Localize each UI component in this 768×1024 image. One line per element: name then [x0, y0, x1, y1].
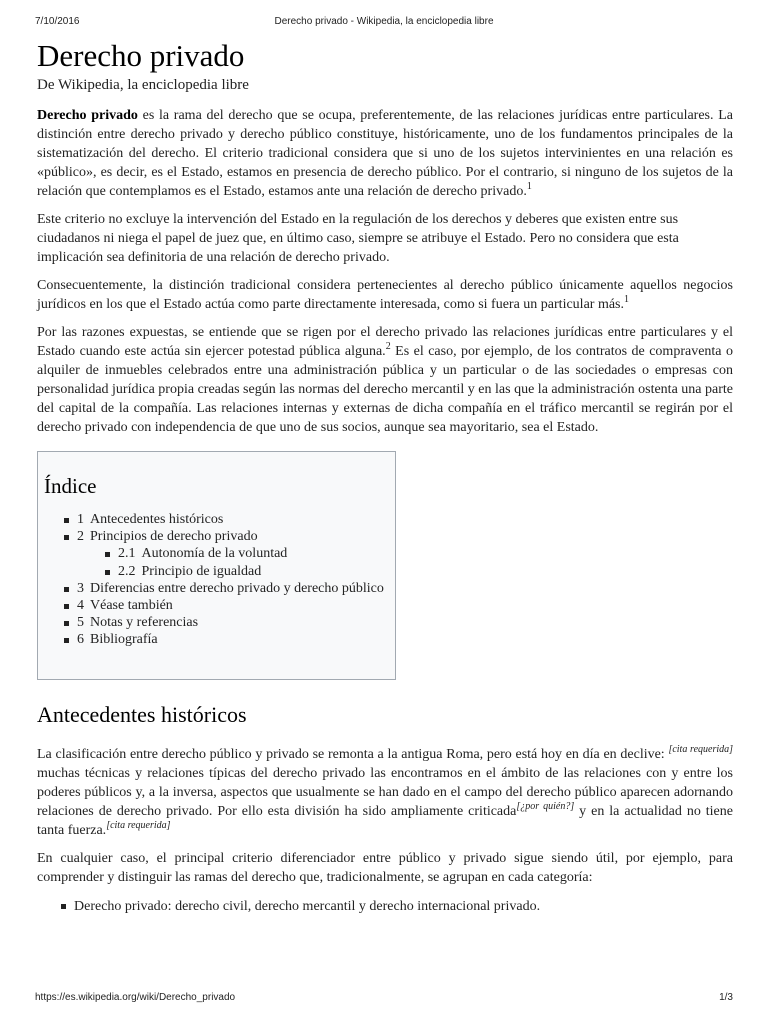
intro-bold-term: Derecho privado — [37, 108, 138, 123]
toc-number: 3 — [77, 580, 84, 596]
toc-label: Bibliografía — [90, 632, 158, 648]
list-item: Derecho privado: derecho civil, derecho mercantil y derecho internacional privado. — [37, 897, 733, 916]
toc-list — [44, 511, 395, 649]
page-title: Derecho privado — [37, 38, 245, 73]
reference-link[interactable]: 1 — [624, 294, 629, 305]
print-footer — [0, 992, 768, 1006]
toc-number: 2.1 — [118, 546, 136, 562]
section-paragraph-1 — [37, 745, 733, 840]
toc-item[interactable] — [44, 631, 395, 648]
article-content — [37, 38, 733, 916]
toc-label: Principio de igualdad — [141, 563, 262, 579]
section-heading: Antecedentes históricos — [37, 702, 247, 727]
toc-item[interactable] — [44, 580, 395, 597]
intro-paragraph-4 — [37, 323, 733, 437]
toc-number: 2 — [77, 529, 84, 545]
toc-number: 2.2 — [118, 563, 136, 579]
toc-label: Principios de derecho privado — [90, 529, 258, 545]
toc-label: Notas y referencias — [90, 615, 199, 631]
print-date: 7/10/2016 — [35, 16, 80, 27]
toc-item[interactable] — [44, 597, 395, 614]
toc-number: 1 — [77, 512, 84, 527]
toc-item[interactable] — [44, 614, 395, 631]
citation-needed-tag[interactable]: [cita requerida] — [668, 744, 734, 755]
citation-needed-tag[interactable]: [cita requerida] — [106, 820, 171, 831]
site-tagline: De Wikipedia, la enciclopedia libre — [37, 77, 249, 93]
toc-subitem[interactable] — [44, 545, 395, 562]
toc-label: Diferencias entre derecho privado y derecho público — [90, 580, 384, 596]
toc-subitem[interactable] — [44, 563, 395, 580]
category-list — [37, 897, 733, 916]
toc-number: 4 — [77, 598, 84, 614]
toc-number: 6 — [77, 632, 84, 648]
toc-label: Véase también — [90, 598, 173, 614]
intro-text: Es el caso, por ejemplo, de los contratos de compraventa o alquiler de inmuebles celebrados entre una administración pública y un particular o de las sociedades o empresas con personalidad jurídica propia creadas según las normas del derecho mercantil y en las que la administración ostenta una parte del capital de la compañía. Las relaciones internas y externas de dicha compañía en el tráfico mercantil se regirán por el derecho privado con independencia de que uno de sus socios, aunque sea mayoritario, sea el Estado. — [37, 344, 733, 435]
toc-label: Antecedentes históricos — [90, 512, 224, 527]
section-divider — [37, 729, 733, 730]
citation-needed-tag[interactable]: [¿por quién?] — [516, 801, 575, 812]
section-text: muchas técnicas y relaciones típicas del derecho privado las encontramos en el ámbito de las relaciones con y entre los poderes públicos y, a la inversa, aspectos que usualmente se han dado en el campo del derecho público aparecen adornando relaciones de derecho privado. Por ello esta división ha sido ampliamente criticada — [37, 766, 733, 819]
intro-text: es la rama del derecho que se ocupa, preferentemente, de las relaciones jurídicas entre particulares. La distinción entre derecho privado y derecho público constituye, históricamente, uno de los fundamentos principales de la sistematización del derecho. El criterio tradicional considera que si uno de los sujetos intervinientes en una relación es «público», es decir, es el Estado, estamos en presencia de derecho público. Por el contrario, si ninguno de los sujetos de la relación que contemplamos es el Estado, estamos ante una relación de derecho privado. — [37, 108, 733, 199]
print-url: https://es.wikipedia.org/wiki/Derecho_privado — [35, 992, 236, 1003]
print-title: Derecho privado - Wikipedia, la enciclopedia libre — [274, 16, 494, 27]
table-of-contents — [37, 451, 396, 680]
section-text: La clasificación entre derecho público y privado se remonta a la antigua Roma, pero está hoy en día en declive: — [37, 747, 665, 762]
intro-text: Por las razones expuestas, se entiende que se rigen por el derecho privado las relaciones jurídicas entre particulares y el Estado cuando este actúa sin ejercer potestad pública alguna. — [37, 325, 733, 359]
intro-text: Consecuentemente, la distinción tradicional considera pertenecientes al derecho público únicamente aquellos negocios jurídicos en los que el Estado actúa como parte directamente interesada, como si fuera un particular más. — [37, 278, 733, 312]
intro-paragraph-2: Este criterio no excluye la intervención del Estado en la regulación de los derechos y deberes que existen entre sus ciudadanos ni niega el papel de juez que, en último caso, siempre se atribuye el Estado. Pero no considera que esta implicación sea definitoria de una relación de derecho privado. — [37, 212, 679, 265]
intro-paragraph-3 — [37, 276, 733, 314]
reference-link[interactable]: 2 — [385, 341, 391, 352]
toc-item[interactable] — [44, 528, 395, 545]
section-paragraph-2: En cualquier caso, el principal criterio diferenciador entre público y privado sigue siendo útil, por ejemplo, para comprender y distinguir las ramas del derecho que, tradicionalmente, se agrupan en cada categoría: — [37, 851, 733, 885]
reference-link[interactable]: 1 — [526, 181, 532, 192]
print-page-number: 1/3 — [719, 992, 733, 1003]
intro-paragraph-1 — [37, 106, 733, 201]
toc-title: Índice — [44, 474, 97, 498]
print-header — [0, 16, 768, 30]
section-text: y en la actualidad no tiene tanta fuerza. — [37, 804, 733, 838]
toc-number: 5 — [77, 615, 84, 631]
toc-label: Autonomía de la voluntad — [141, 546, 288, 562]
toc-item[interactable] — [44, 511, 395, 528]
